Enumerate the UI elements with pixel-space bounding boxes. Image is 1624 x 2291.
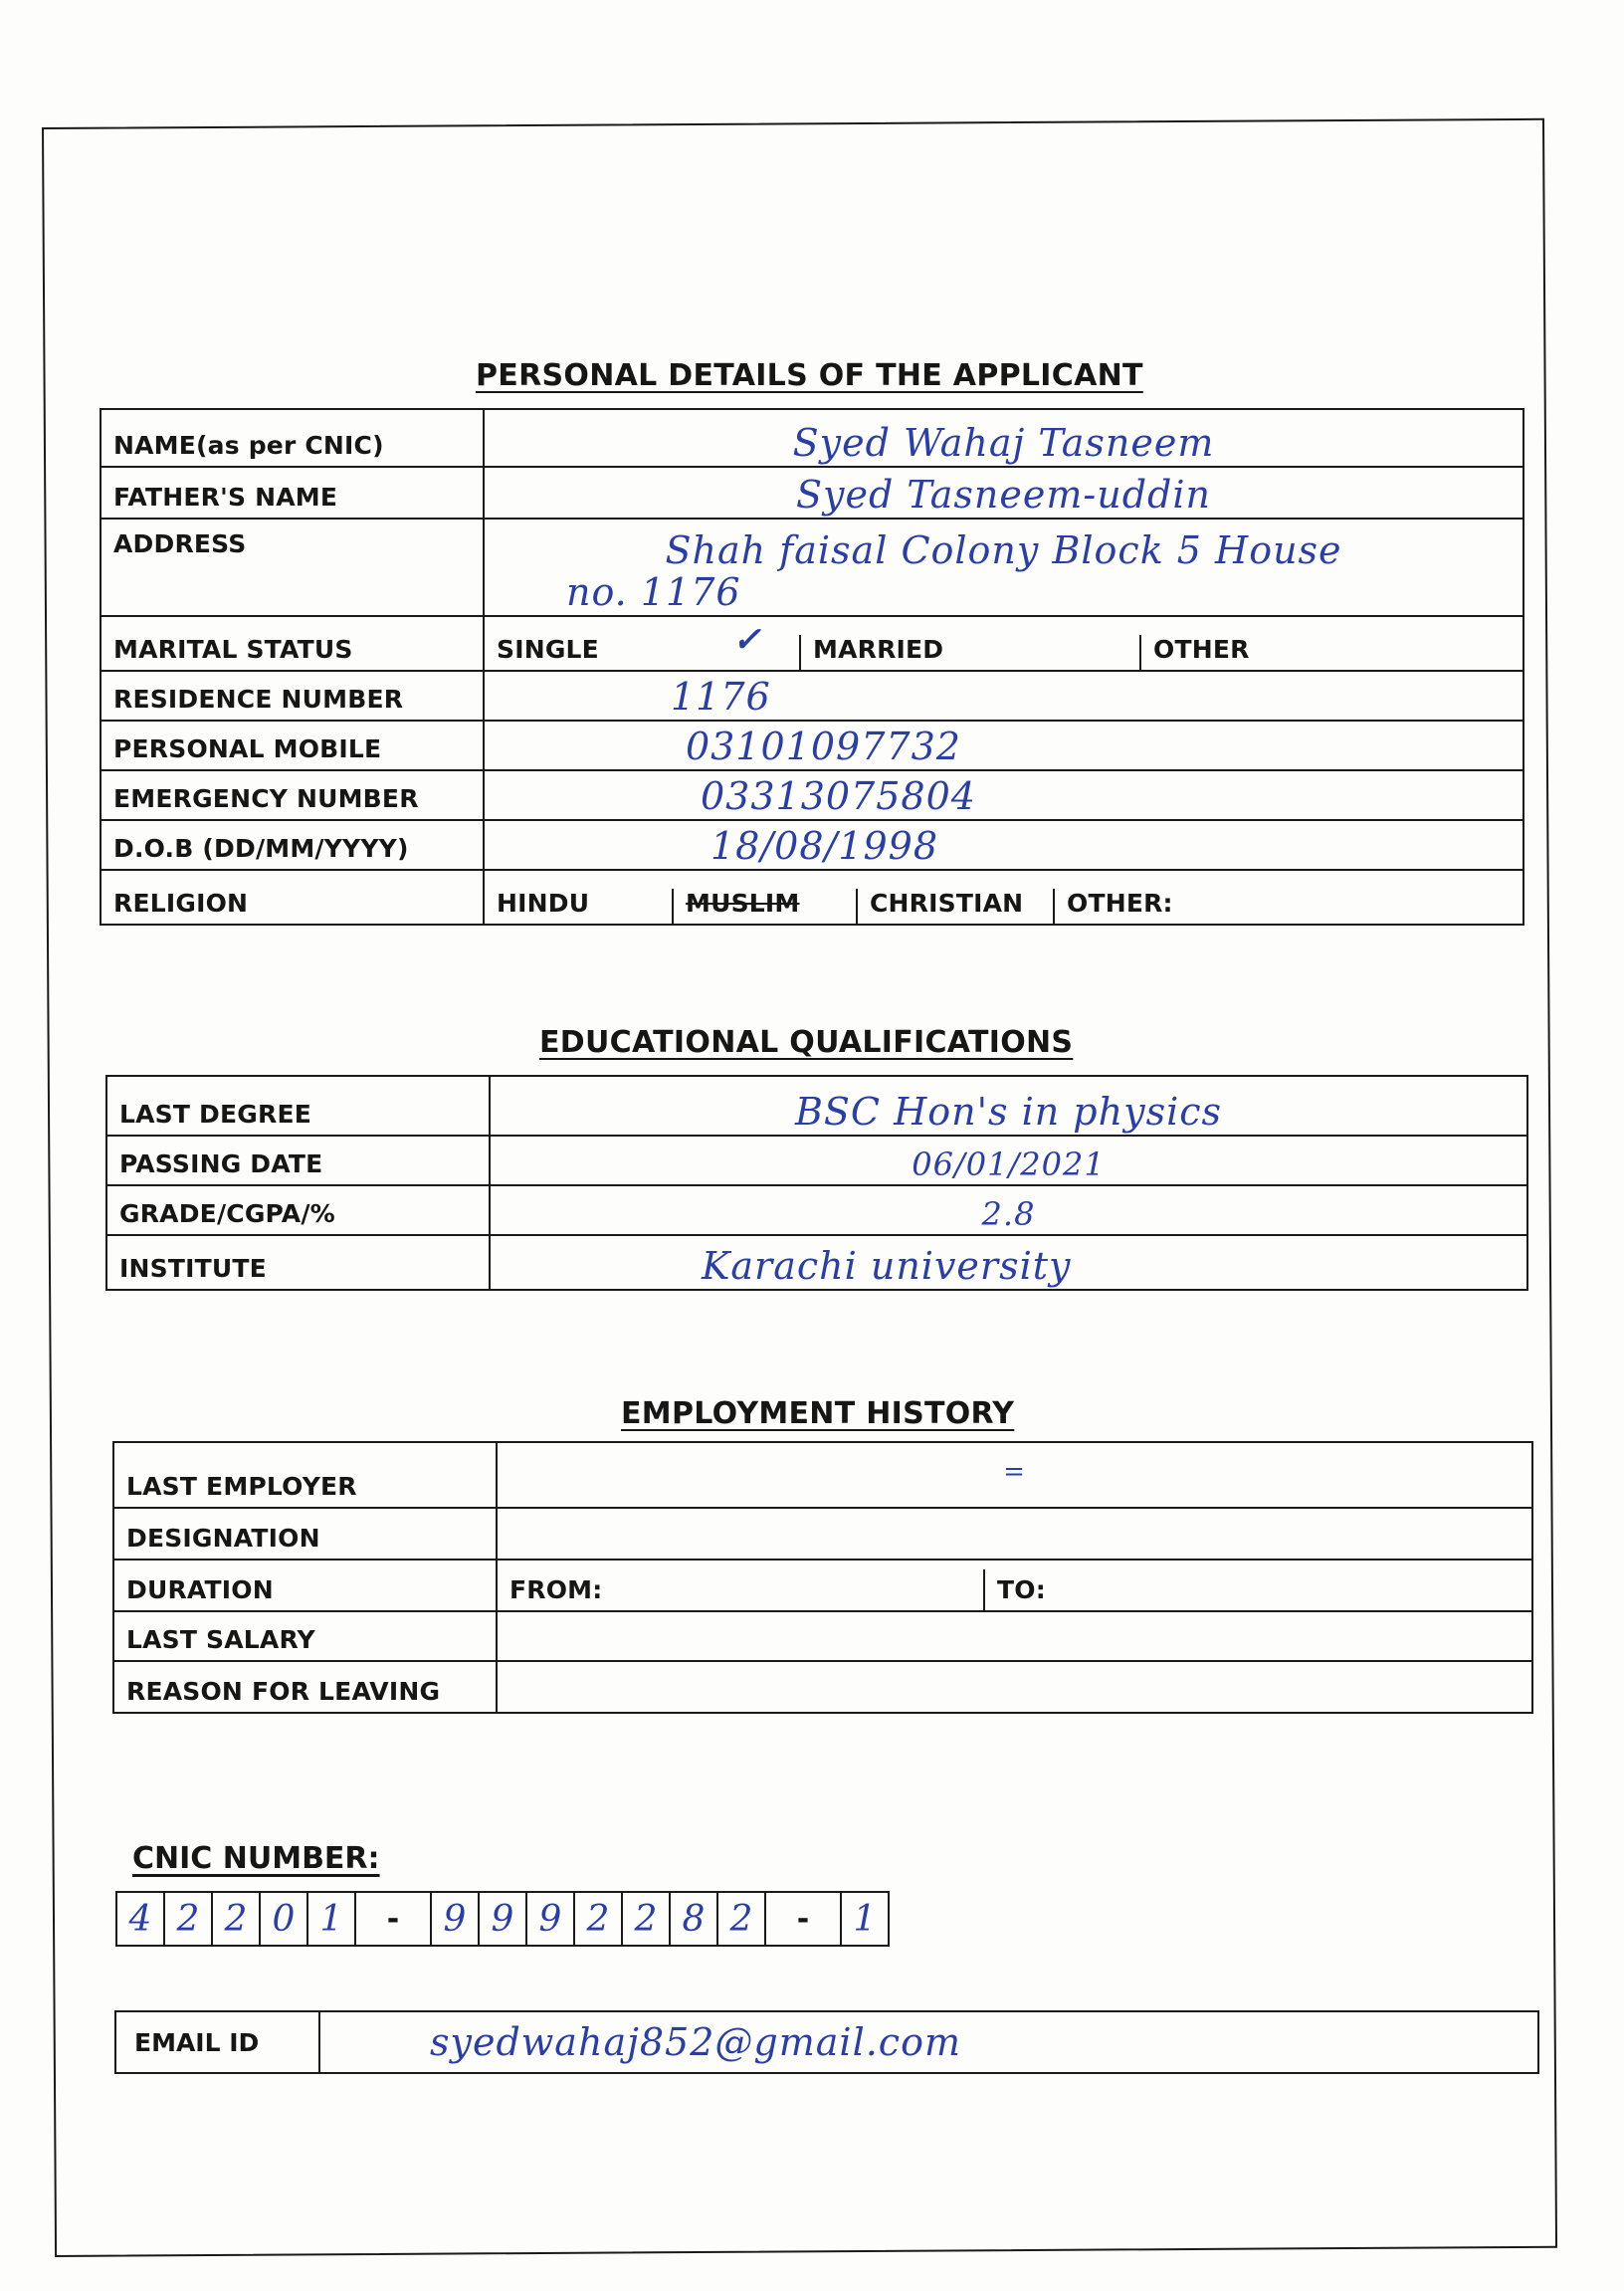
address-value-line1: Shah faisal Colony Block 5 House	[665, 528, 1342, 572]
marital-status-label: MARITAL STATUS	[101, 616, 484, 671]
name-label: NAME(as per CNIC)	[101, 409, 484, 467]
last-degree-field[interactable]	[490, 1076, 1527, 1136]
cnic-digit-box[interactable]: 1	[840, 1891, 890, 1947]
last-employer-value: =	[1003, 1457, 1026, 1487]
cnic-digit-box[interactable]: 4	[115, 1891, 165, 1947]
residence-number-field[interactable]	[484, 671, 1523, 721]
designation-label: DESIGNATION	[113, 1508, 497, 1560]
father-name-label: FATHER'S NAME	[101, 467, 484, 519]
cnic-digit-box[interactable]: 2	[716, 1891, 766, 1947]
address-field[interactable]	[484, 519, 1523, 616]
education-heading: EDUCATIONAL QUALIFICATIONS	[539, 1025, 1074, 1060]
emergency-number-value: 03313075804	[701, 774, 976, 818]
designation-field[interactable]	[497, 1508, 1532, 1560]
duration-label: DURATION	[113, 1560, 497, 1611]
passing-date-value: 06/01/2021	[912, 1146, 1106, 1183]
reason-for-leaving-field[interactable]	[497, 1661, 1532, 1713]
education-table	[105, 1075, 1528, 1291]
employment-table	[112, 1441, 1533, 1714]
checkmark-icon: ✓	[732, 620, 761, 660]
email-label: EMAIL ID	[116, 2012, 320, 2072]
institute-value: Karachi university	[702, 1244, 1072, 1288]
institute-field[interactable]	[490, 1235, 1527, 1290]
cnic-digit-box[interactable]: 2	[621, 1891, 671, 1947]
dob-value: 18/08/1998	[710, 824, 939, 868]
religion-options	[484, 870, 1523, 925]
email-field[interactable]: syedwahaj852@gmail.com	[430, 2020, 961, 2064]
cnic-digit-box[interactable]: 9	[430, 1891, 480, 1947]
marital-option-other[interactable]: OTHER	[1153, 635, 1250, 664]
last-salary-label: LAST SALARY	[113, 1611, 497, 1661]
institute-label: INSTITUTE	[106, 1235, 490, 1290]
last-employer-field[interactable]	[497, 1442, 1532, 1508]
reason-for-leaving-label: REASON FOR LEAVING	[113, 1661, 497, 1713]
last-salary-field[interactable]	[497, 1611, 1532, 1661]
father-name-value: Syed Tasneem-uddin	[795, 473, 1212, 517]
religion-option-muslim[interactable]: MUSLIM	[674, 889, 858, 924]
father-name-field[interactable]	[484, 467, 1523, 519]
cnic-digit-box[interactable]: 2	[163, 1891, 213, 1947]
personal-mobile-field[interactable]	[484, 721, 1523, 770]
religion-label: RELIGION	[101, 870, 484, 925]
address-label: ADDRESS	[101, 519, 484, 616]
cnic-digit-box[interactable]: 8	[669, 1891, 718, 1947]
personal-details-heading: PERSONAL DETAILS OF THE APPLICANT	[476, 358, 1143, 393]
emergency-number-label: EMERGENCY NUMBER	[101, 770, 484, 820]
cnic-number-boxes	[117, 1891, 890, 1947]
grade-field[interactable]	[490, 1185, 1527, 1235]
cnic-separator: -	[764, 1891, 842, 1947]
dob-field[interactable]	[484, 820, 1523, 870]
religion-option-christian[interactable]: CHRISTIAN	[858, 889, 1055, 924]
passing-date-label: PASSING DATE	[106, 1136, 490, 1185]
cnic-digit-box[interactable]: 0	[259, 1891, 308, 1947]
duration-from-field[interactable]: FROM:	[498, 1569, 985, 1610]
religion-option-other[interactable]: OTHER:	[1067, 889, 1173, 918]
emergency-number-field[interactable]	[484, 770, 1523, 820]
cnic-digit-box[interactable]: 2	[211, 1891, 261, 1947]
duration-to-field[interactable]: TO:	[997, 1575, 1046, 1604]
marital-option-married[interactable]: MARRIED	[801, 635, 1141, 670]
marital-status-options	[484, 616, 1523, 671]
cnic-separator: -	[354, 1891, 432, 1947]
cnic-digit-box[interactable]: 2	[573, 1891, 623, 1947]
grade-label: GRADE/CGPA/%	[106, 1185, 490, 1235]
marital-option-single[interactable]: SINGLE ✓	[485, 635, 801, 670]
residence-number-value: 1176	[671, 675, 771, 719]
last-degree-label: LAST DEGREE	[106, 1076, 490, 1136]
residence-number-label: RESIDENCE NUMBER	[101, 671, 484, 721]
email-row	[114, 2010, 1539, 2074]
last-degree-value: BSC Hon's in physics	[794, 1090, 1223, 1134]
name-field[interactable]	[484, 409, 1523, 467]
cnic-number-label: CNIC NUMBER:	[132, 1841, 380, 1876]
personal-mobile-label: PERSONAL MOBILE	[101, 721, 484, 770]
personal-details-table	[100, 408, 1524, 926]
address-value-line2: no. 1176	[566, 570, 741, 614]
cnic-digit-box[interactable]: 1	[306, 1891, 356, 1947]
name-value: Syed Wahaj Tasneem	[792, 421, 1215, 465]
cnic-digit-box[interactable]: 9	[478, 1891, 527, 1947]
employment-heading: EMPLOYMENT HISTORY	[621, 1396, 1015, 1431]
last-employer-label: LAST EMPLOYER	[113, 1442, 497, 1508]
cnic-digit-box[interactable]: 9	[525, 1891, 575, 1947]
duration-fields	[497, 1560, 1532, 1611]
religion-option-hindu[interactable]: HINDU	[485, 889, 674, 924]
personal-mobile-value: 03101097732	[686, 725, 961, 768]
grade-value: 2.8	[981, 1195, 1036, 1233]
passing-date-field[interactable]	[490, 1136, 1527, 1185]
dob-label: D.O.B (DD/MM/YYYY)	[101, 820, 484, 870]
